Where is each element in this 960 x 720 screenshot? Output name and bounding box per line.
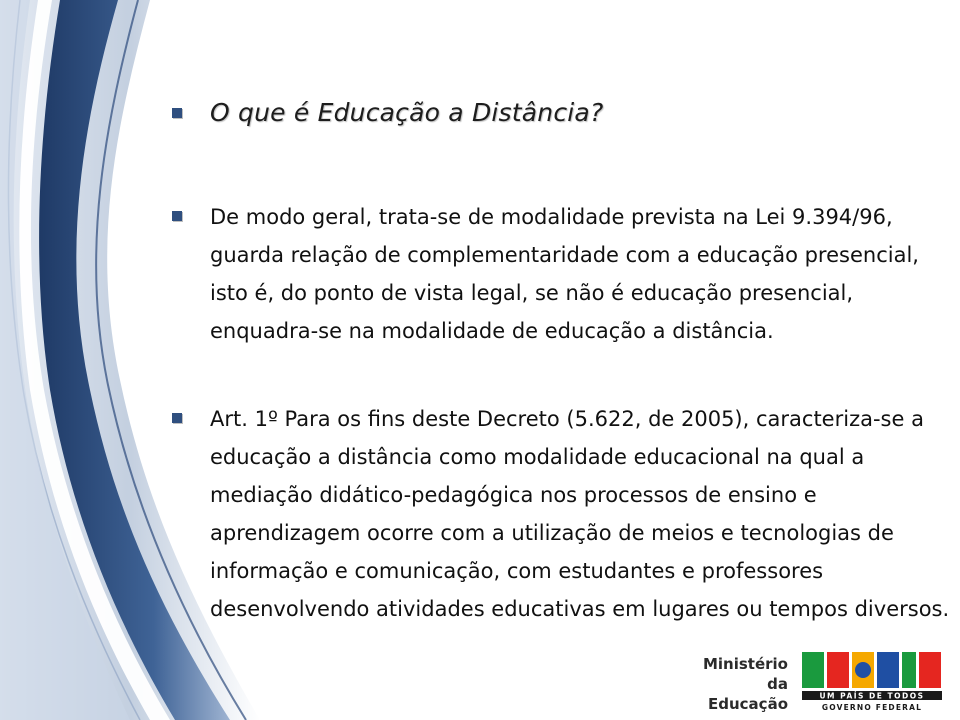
ministry-line2: da Educação [708,675,788,713]
slide-title-row [172,98,932,127]
brasil-logo-tagline: UM PAÍS DE TODOS [819,691,925,701]
square-bullet-icon [172,108,182,118]
ministry-logo-text [690,654,788,714]
brasil-logo-subtitle: GOVERNO FEDERAL [821,703,923,712]
slide-title: O que é Educação a Distância? [210,98,604,127]
brasil-logo [800,650,946,712]
bullet-text: De modo geral, trata-se de modalidade prevista na Lei 9.394/96, guarda relação de complementaridade com a educação presencial, isto é, do ponto de vista legal, se não é educação presencial, enquadra-se na modalidade de educação a distância. [210,205,919,343]
square-bullet-icon [172,413,182,423]
bullet-text: Art. 1º Para os fins deste Decreto (5.622, de 2005), caracteriza-se a educação a distância como modalidade educacional na qual a mediação didático-pedagógica nos processos de ensino e aprendizagem ocorre com a utilização de meios e tecnologias de informação e comunicação, com estudantes e professores desenvolvendo atividades educativas em lugares ou tempos diversos. [210,407,950,621]
square-bullet-icon [172,211,182,221]
bullet-item [172,400,952,628]
ministry-line1: Ministério [702,655,788,673]
footer-logos [690,650,950,715]
bullet-item [172,198,952,350]
